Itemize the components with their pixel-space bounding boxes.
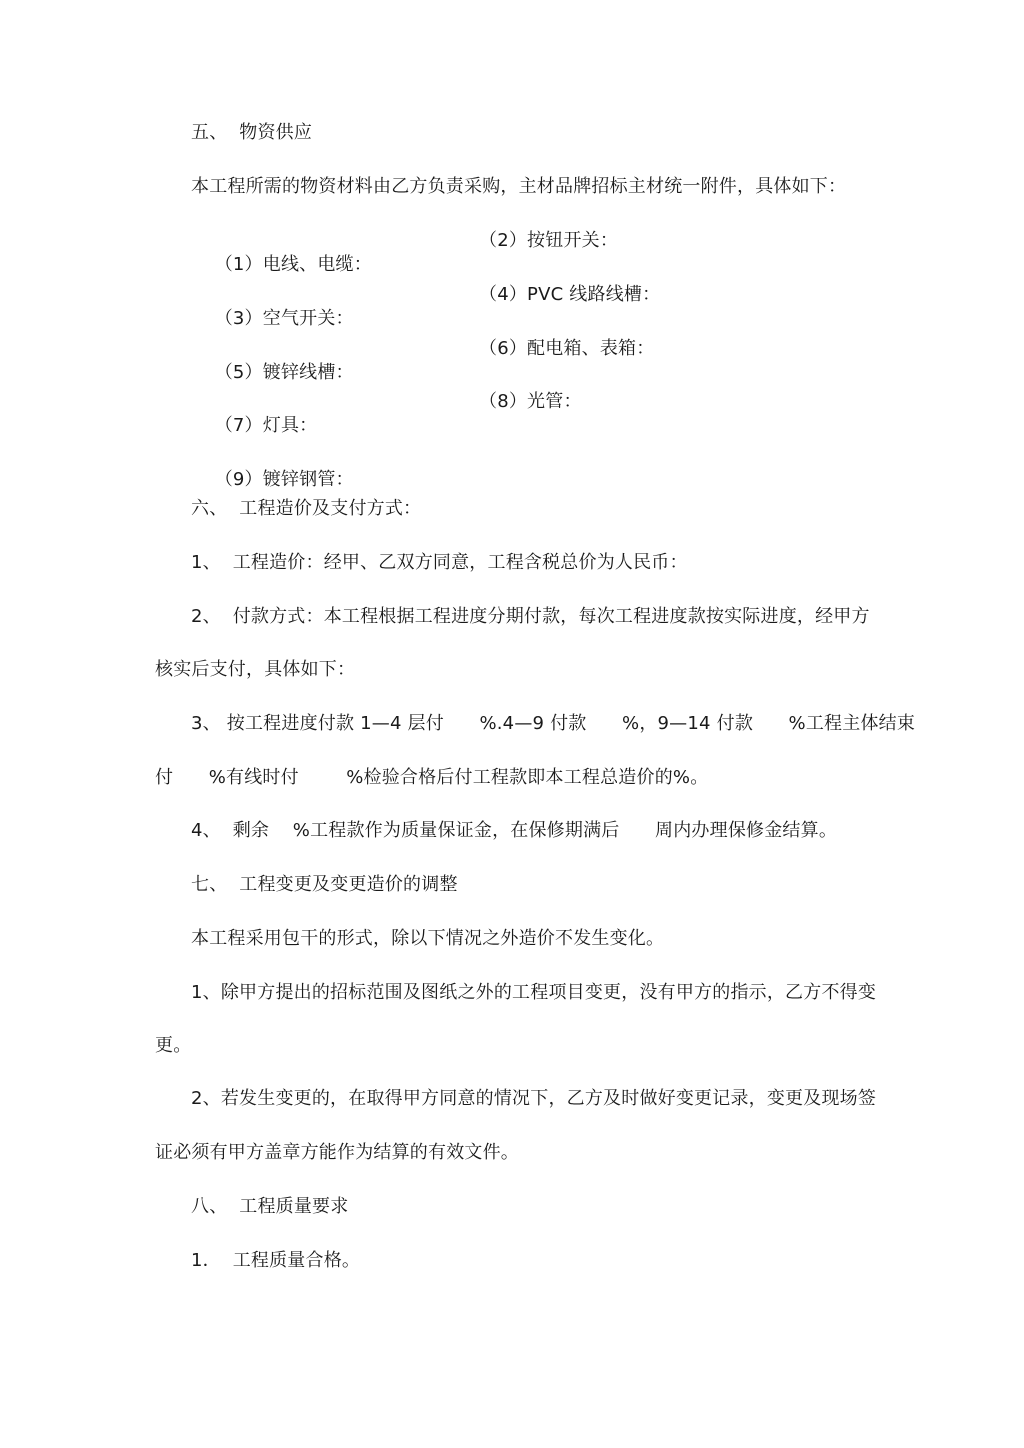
material-item: （4）PVC 线路线槽：: [479, 284, 661, 305]
material-item: （8）光管：: [479, 391, 582, 412]
section-7-item-2-line-1: 2、若发生变更的，在取得甲方同意的情况下，乙方及时做好变更记录，变更及现场签: [191, 1088, 877, 1109]
section-6-item-2-line-2: 核实后支付，具体如下：: [155, 659, 356, 680]
section-6-item-2-line-1: 2、 付款方式：本工程根据工程进度分期付款，每次工程进度款按实际进度，经甲方: [191, 606, 870, 627]
section-8-item-1: 1． 工程质量合格。: [191, 1250, 361, 1271]
section-7-heading: 七、 工程变更及变更造价的调整: [191, 874, 458, 895]
section-7-item-1-line-2: 更。: [155, 1035, 192, 1056]
material-item: （9）镀锌钢管：: [214, 469, 354, 490]
material-item: （3）空气开关：: [214, 308, 354, 329]
section-6-item-3-line-2: 付 %有线时付 %检验合格后付工程款即本工程总造价的%。: [155, 767, 709, 788]
material-item: （7）灯具：: [214, 415, 318, 436]
section-7-item-1-line-1: 1、除甲方提出的招标范围及图纸之外的工程项目变更，没有甲方的指示，乙方不得变: [191, 982, 877, 1003]
section-7-intro: 本工程采用包干的形式，除以下情况之外造价不发生变化。: [191, 928, 665, 949]
section-6-heading: 六、 工程造价及支付方式：: [191, 498, 422, 519]
section-7-item-2-line-2: 证必须有甲方盖章方能作为结算的有效文件。: [155, 1142, 519, 1163]
section-6-item-3-line-1: 3、 按工程进度付款 1—4 层付 %.4—9 付款 %，9—14 付款 %工程主体结束: [191, 713, 916, 734]
section-5-heading: 五、 物资供应: [191, 122, 313, 143]
section-8-heading: 八、 工程质量要求: [191, 1196, 349, 1217]
material-item: （1）电线、电缆：: [214, 254, 372, 275]
section-5-intro: 本工程所需的物资材料由乙方负责采购，主材品牌招标主材统一附件，具体如下：: [191, 176, 847, 197]
material-item: （6）配电箱、表箱：: [479, 338, 655, 359]
section-6-item-1: 1、 工程造价：经甲、乙双方同意，工程含税总价为人民币：: [191, 552, 688, 573]
section-6-item-4: 4、 剩余 %工程款作为质量保证金，在保修期满后 周内办理保修金结算。: [191, 820, 838, 841]
material-item: （2）按钮开关：: [479, 230, 619, 251]
material-item: （5）镀锌线槽：: [214, 362, 354, 383]
